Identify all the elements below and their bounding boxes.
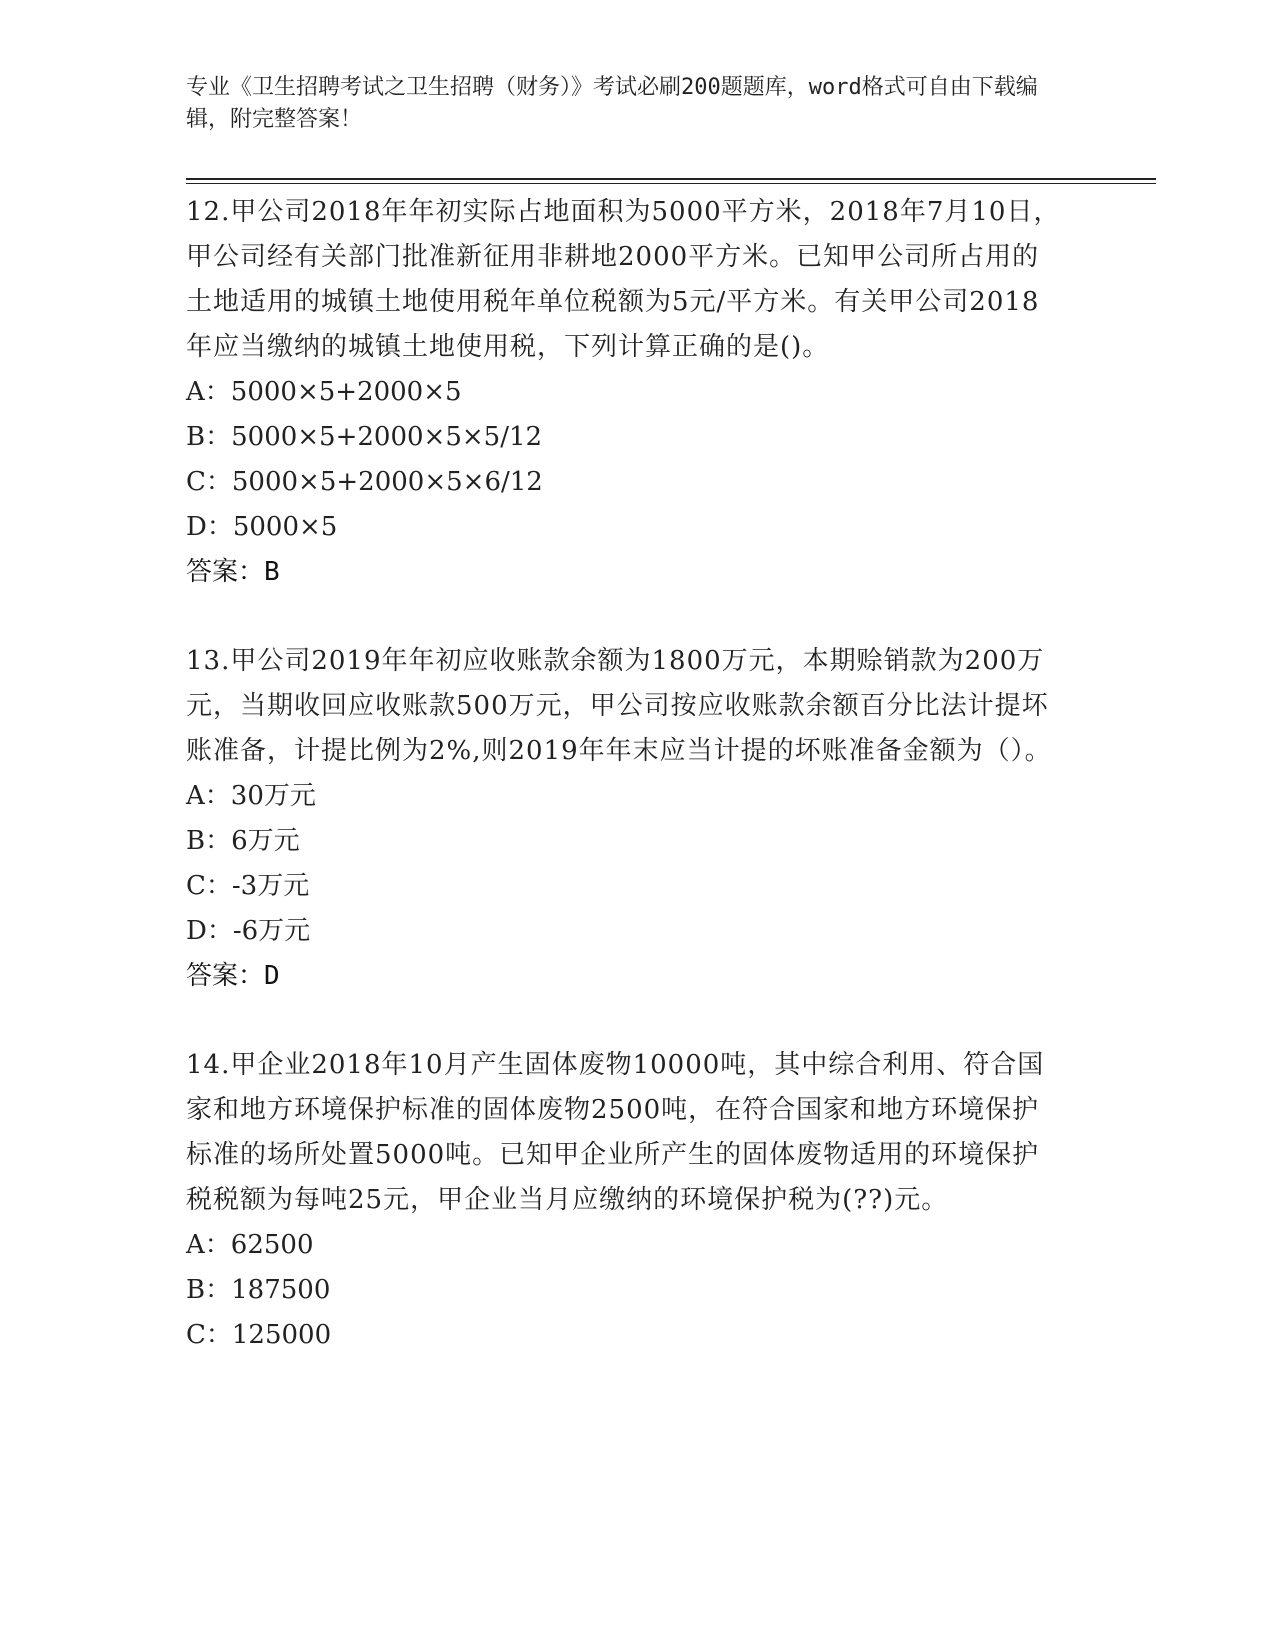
header-divider-thin bbox=[186, 183, 1156, 184]
question-13 bbox=[186, 639, 1066, 999]
option-d: D：-6万元 bbox=[186, 916, 311, 946]
option-c: C：5000×5+2000×5×6/12 bbox=[186, 467, 543, 497]
option-a: A：30万元 bbox=[186, 781, 316, 811]
option-c: C：-3万元 bbox=[186, 871, 310, 901]
option-b: B：6万元 bbox=[186, 826, 300, 856]
question-text: 12.甲公司2018年年初实际占地面积为5000平方米，2018年7月10日，甲公司经有关部门批准新征用非耕地2000平方米。已知甲公司所占用的土地适用的城镇土地使用税年单位税额为5元/平方米。有关甲公司2018年应当缴纳的城镇土地使用税，下列计算正确的是()。 bbox=[186, 197, 1061, 362]
option-c: C：125000 bbox=[186, 1320, 332, 1350]
header-divider-thick bbox=[186, 178, 1156, 180]
option-b: B：187500 bbox=[186, 1275, 331, 1305]
question-list bbox=[186, 190, 1066, 1402]
question-text: 14.甲企业2018年10月产生固体废物10000吨，其中综合利用、符合国家和地方环境保护标准的固体废物2500吨，在符合国家和地方环境保护标准的场所处置5000吨。已知甲企业所产生的固体废物适用的环境保护税税额为每吨25元，甲企业当月应缴纳的环境保护税为(??)元。 bbox=[186, 1050, 1045, 1215]
option-b: B：5000×5+2000×5×5/12 bbox=[186, 422, 543, 452]
question-text: 13.甲公司2019年年初应收账款余额为1800万元，本期赊销款为200万元，当期收回应收账款500万元，甲公司按应收账款余额百分比法计提坏账准备，计提比例为2%,则2019年年末应当计提的坏账准备金额为（）。 bbox=[186, 646, 1052, 766]
document-header: 专业《卫生招聘考试之卫生招聘（财务）》考试必刷200题题库，word格式可自由下载编辑，附完整答案！ bbox=[186, 75, 1038, 132]
answer: 答案：B bbox=[186, 557, 280, 587]
option-d: D：5000×5 bbox=[186, 512, 338, 542]
question-12 bbox=[186, 190, 1066, 595]
question-14 bbox=[186, 1043, 1066, 1358]
option-a: A：5000×5+2000×5 bbox=[186, 377, 462, 407]
option-a: A：62500 bbox=[186, 1230, 314, 1260]
answer: 答案：D bbox=[186, 961, 280, 991]
